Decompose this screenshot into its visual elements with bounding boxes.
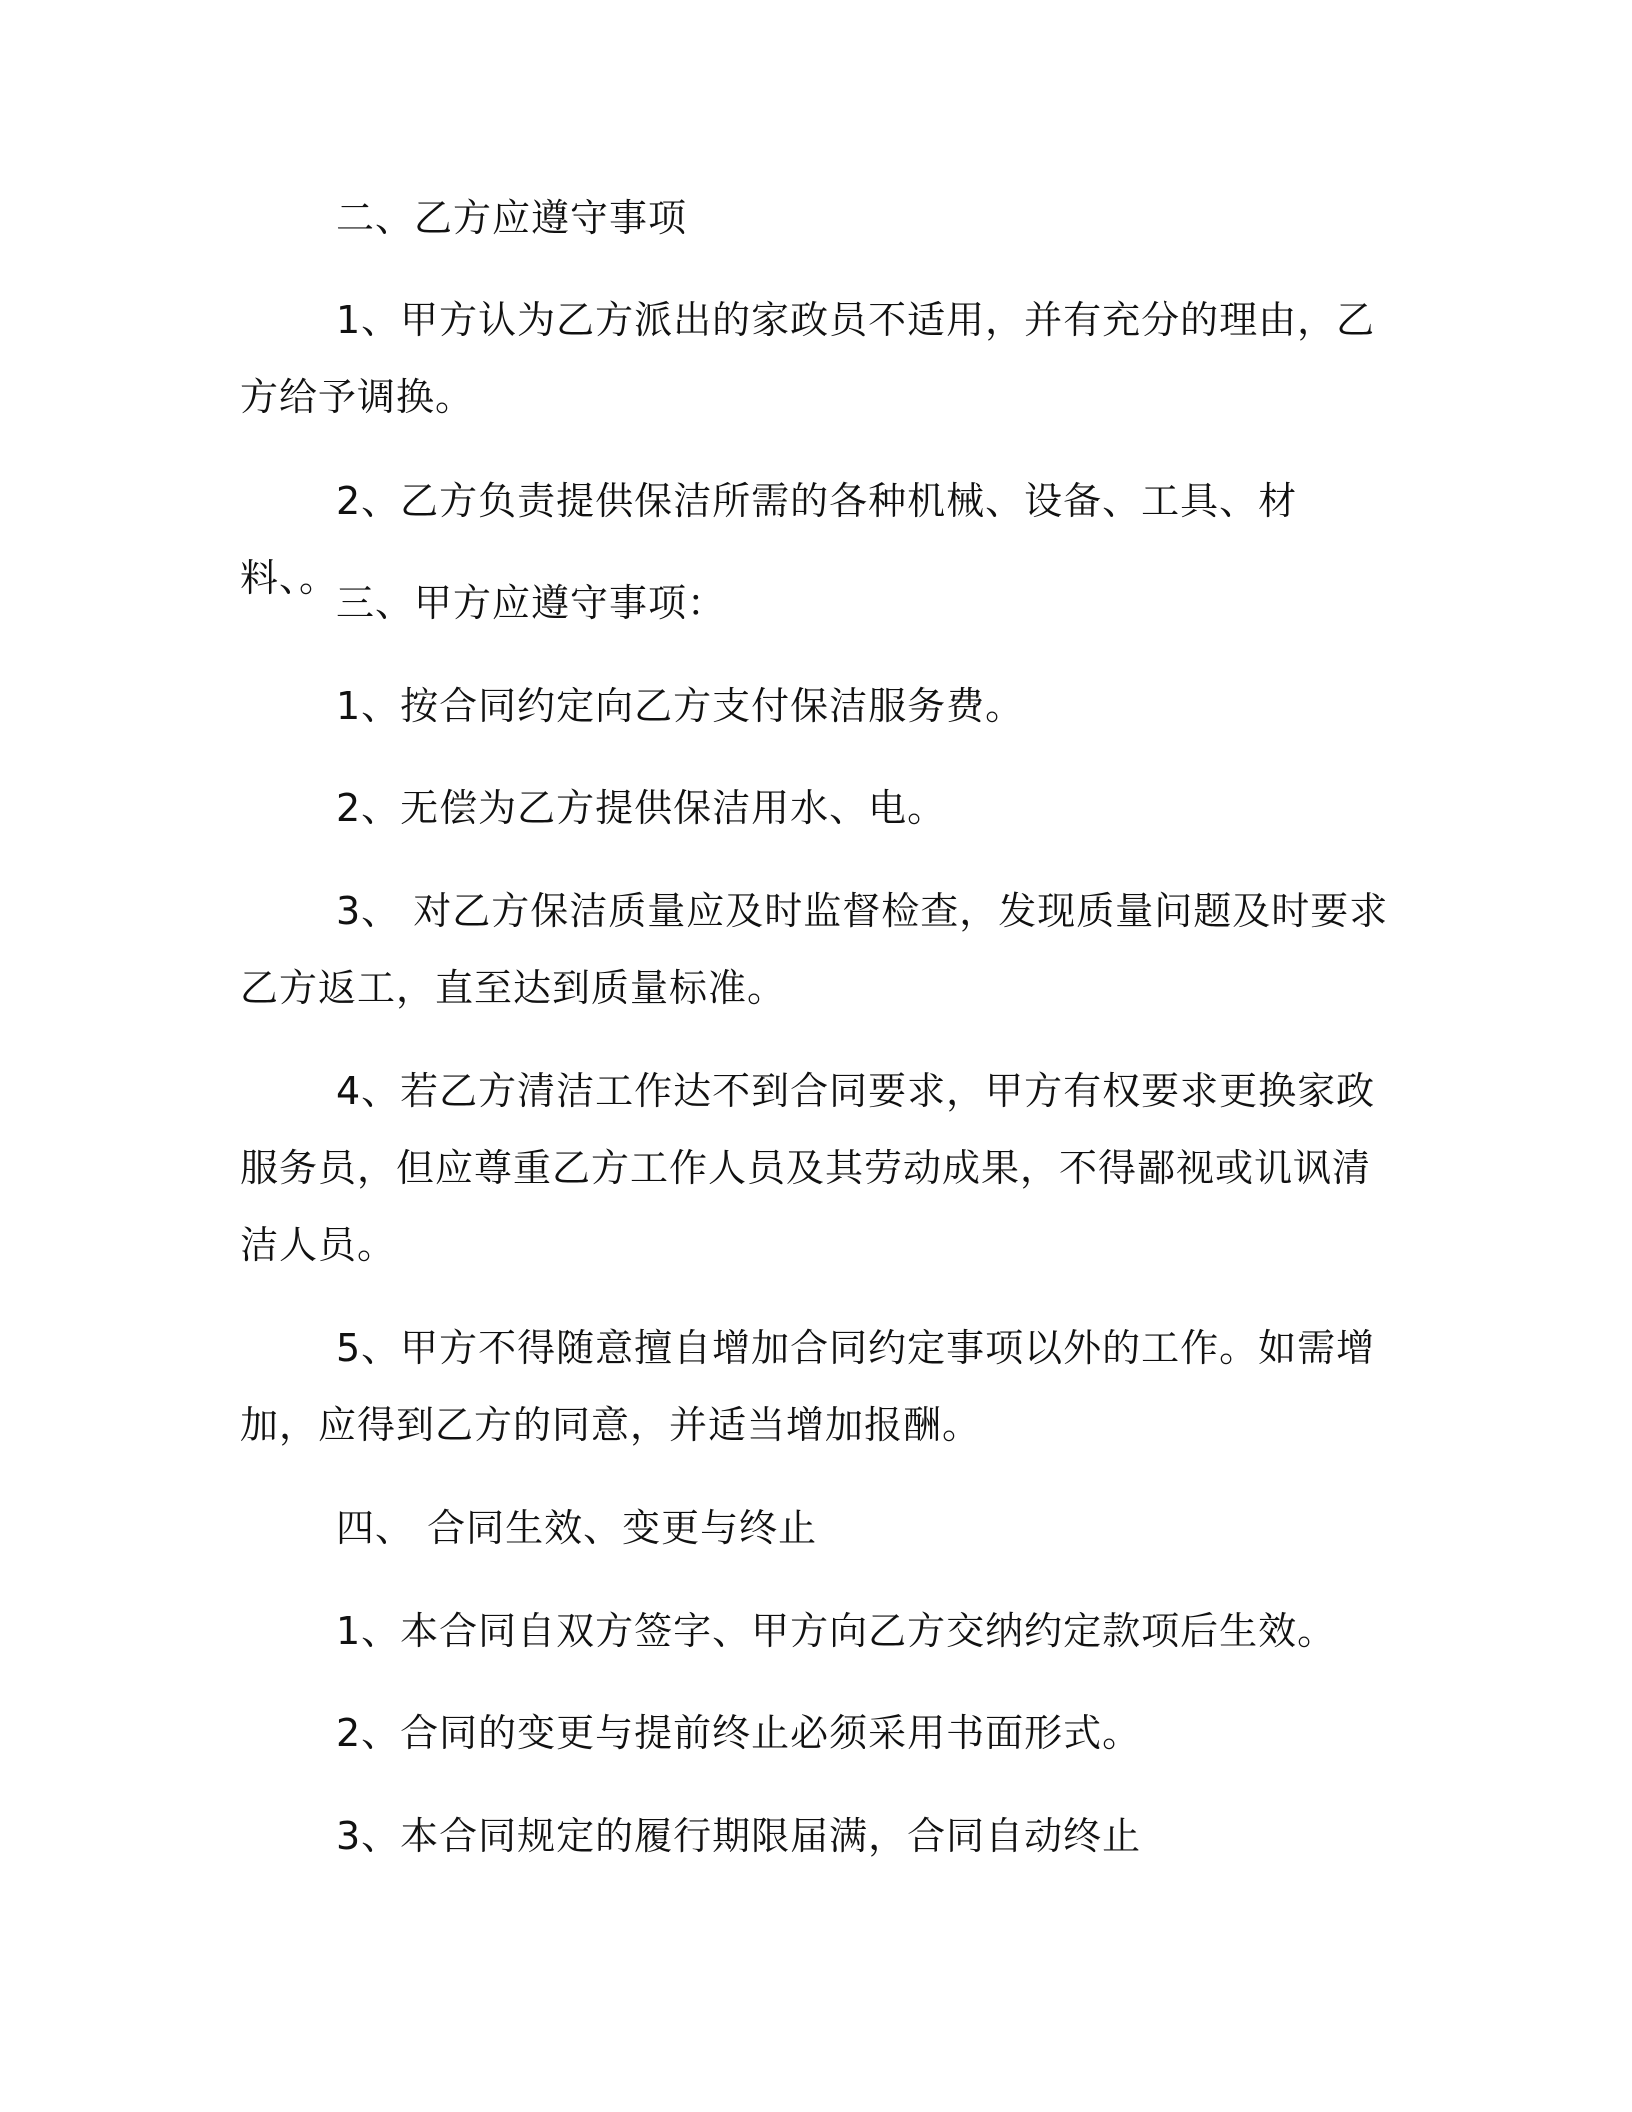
clause-4-3: 3、本合同规定的履行期限届满，合同自动终止 [336,1814,1142,1858]
section-heading-3: 三、甲方应遵守事项： [336,581,727,625]
clause-3-2: 2、无偿为乙方提供保洁用水、电。 [336,786,947,830]
clause-3-5: 5、甲方不得随意擅自增加合同约定事项以外的工作。如需增加，应得到乙方的同意，并适当增加报酬。 [240,1326,1376,1447]
section-heading-4: 四、 合同生效、变更与终止 [336,1506,818,1550]
clause-2-1: 1、甲方认为乙方派出的家政员不适用，并有充分的理由，乙方给予调换。 [240,298,1376,419]
clause-3-1: 1、按合同约定向乙方支付保洁服务费。 [336,684,1025,728]
clause-4-1: 1、本合同自双方签字、甲方向乙方交纳约定款项后生效。 [336,1609,1337,1653]
clause-4-2: 2、合同的变更与提前终止必须采用书面形式。 [336,1711,1142,1755]
clause-2-2: 2、乙方负责提供保洁所需的各种机械、设备、工具、材料、。 [240,479,1298,600]
section-heading-2: 二、乙方应遵守事项 [336,196,688,240]
clause-3-4: 4、若乙方清洁工作达不到合同要求，甲方有权要求更换家政服务员，但应尊重乙方工作人员及其劳动成果，不得鄙视或讥讽清洁人员。 [240,1069,1376,1267]
clause-3-3: 3、 对乙方保洁质量应及时监督检查，发现质量问题及时要求乙方返工，直至达到质量标准。 [240,889,1389,1010]
